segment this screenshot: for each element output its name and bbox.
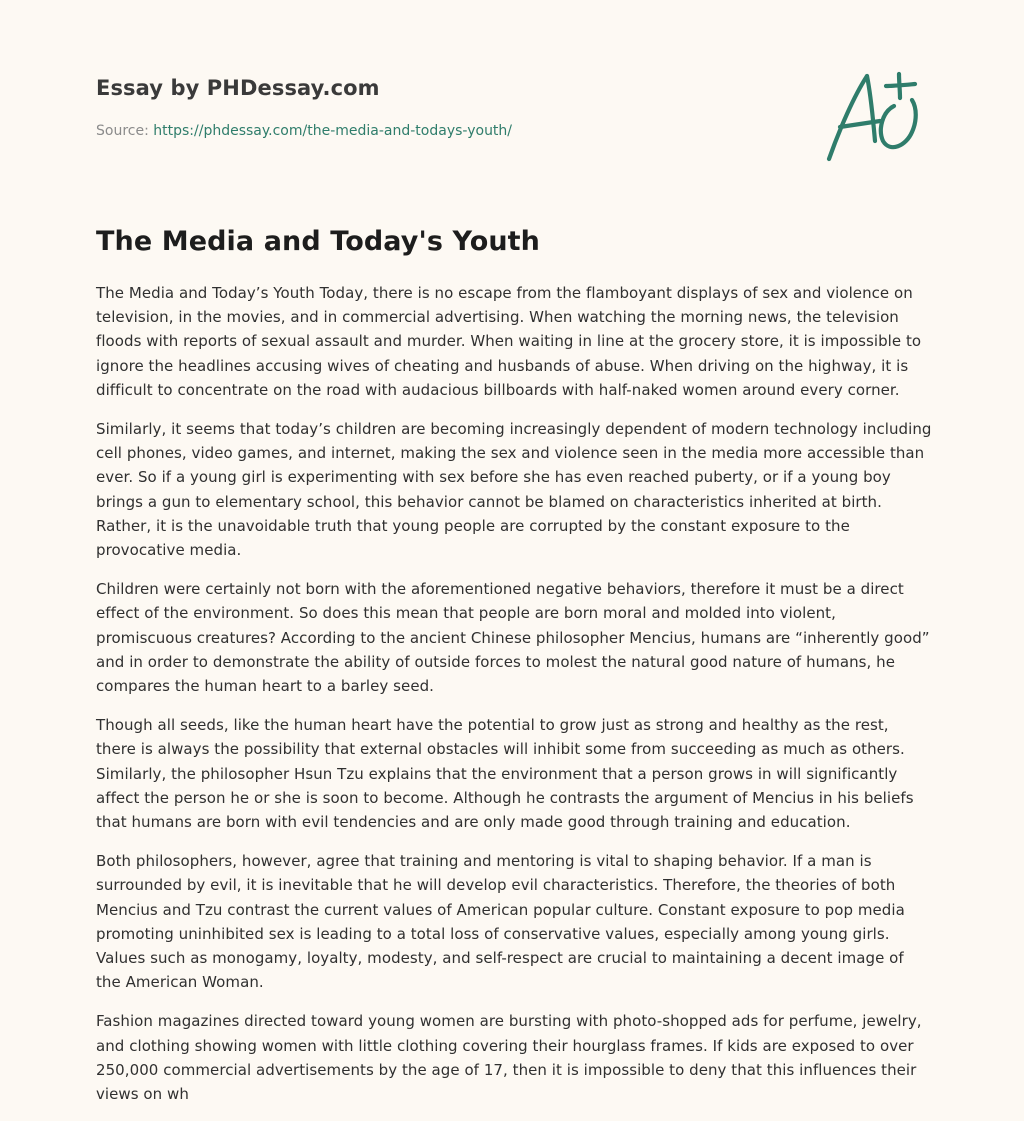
article (96, 226, 932, 1121)
source-link[interactable]: https://phdessay.com/the-media-and-todays-youth/ (153, 123, 513, 139)
a-plus-logo-icon (820, 66, 930, 164)
article-paragraph: Both philosophers, however, agree that training and mentoring is vital to shaping behavior. If a man is surrounded by evil, it is inevitable that he will develop evil characteristics. Therefore, the theories of both Mencius and Tzu contrast the current values of American popular culture. Constant exposure to pop media promoting uninhibited sex is leading to a total loss of conservative values, especially among young girls. Values such as monogamy, loyalty, modesty, and self-respect are crucial to maintaining a decent image of the American Woman. (96, 852, 905, 992)
article-paragraph: Though all seeds, like the human heart have the potential to grow just as strong and healthy as the rest, there is always the possibility that external obstacles will inhibit some from succeeding as much as others. Similarly, the philosopher Hsun Tzu explains that the environment that a person grows in will significantly affect the person he or she is soon to become. Although he contrasts the argument of Mencius in his beliefs that humans are born with evil tendencies and are only made good through training and education. (96, 716, 914, 832)
article-paragraph: The Media and Today’s Youth Today, there is no escape from the flamboyant displays of sex and violence on television, in the movies, and in commercial advertising. When watching the morning news, the television floods with reports of sexual assault and murder. When waiting in line at the grocery store, it is impossible to ignore the headlines accusing wives of cheating and husbands of abuse. When driving on the highway, it is difficult to concentrate on the road with audacious billboards with half-naked women around every corner. (96, 284, 922, 399)
article-title: The Media and Today's Youth (96, 226, 541, 257)
site-header (96, 76, 796, 139)
article-paragraph: Children were certainly not born with the aforementioned negative behaviors, therefore it must be a direct effect of the environment. So does this mean that people are born moral and molded into violent, promiscuous creatures? According to the ancient Chinese philosopher Mencius, humans are “inherently good” and in order to demonstrate the ability of outside forces to molest the natural good nature of humans, he compares the human heart to a barley seed. (96, 580, 930, 696)
source-line (96, 123, 796, 139)
article-paragraph: Fashion magazines directed toward young women are bursting with photo-shopped ads for perfume, jewelry, and clothing showing women with little clothing covering their hourglass frames. If kids are exposed to over 250,000 commercial advertisements by the age of 17, then it is impossible to deny that this influences their views on wh (96, 1012, 922, 1104)
site-title: Essay by PHDessay.com (96, 76, 380, 100)
article-paragraph: Similarly, it seems that today’s children are becoming increasingly dependent of modern technology including cell phones, video games, and internet, making the sex and violence seen in the media more accessible than ever. So if a young girl is experimenting with sex before she has even reached puberty, or if a young boy brings a gun to elementary school, this behavior cannot be blamed on characteristics inherited at birth. Rather, it is the unavoidable truth that young people are corrupted by the constant exposure to the provocative media. (96, 420, 932, 560)
source-label: Source: (96, 123, 149, 139)
